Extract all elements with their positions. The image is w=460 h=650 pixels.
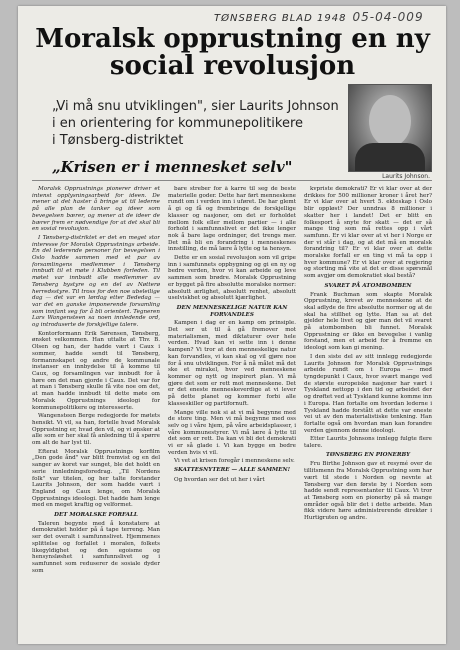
body-paragraph: bare streber for å karre til seg de beste materielle goder. Dette har ført menneskene rundt om i verden inn i uføret. De har glemt å gi og få og frembringe de forskjellige klasser og nasjoner, om det er forholdet mellom folk eller mellom partier — i alle forhold i samfunnslivet er det ikke lenger nok å bare lage ordninger, det trengs mer. Det må bli en forandring i menneskenes innstilling, de må lære å lytte og ta hensyn. bbox=[168, 186, 296, 253]
subheadline-line-3: i Tønsberg-distriktet bbox=[52, 133, 184, 148]
section-heading: SVARET PÅ ATOMBOMBEN bbox=[324, 282, 412, 289]
handwritten-annotation bbox=[214, 10, 424, 24]
date-stamp: 05-04-009 bbox=[352, 10, 424, 24]
body-paragraph: Og hvordan ser det ut her i vårt bbox=[174, 476, 265, 483]
portrait-shoulders bbox=[355, 143, 425, 171]
body-paragraph: Kontorformann Erik Sørensen, Tønsberg, ønsket velkommen. Han uttalte at Thv. B. Olsen og han, der hadde vært i Caux i sommer, hadde sendt til Tønsberg, formannskapet og andre de kommunale instanser en innbydelse til å komme til Caux, og forsamlingen var innbudt for å høre om det man gjorde i Caux. Det var for at man i Tønsberg skulle få vite noe om det, at man hadde innbudt til dette møte om Moralsk Opprustnings ideologi for kommunepolitikere og interesserte. bbox=[32, 330, 160, 411]
headline-line-2: social revolusjon bbox=[109, 51, 356, 81]
body-paragraph: Vi vet at krisen foregår i menneskene selv. bbox=[174, 458, 295, 465]
newspaper-clipping bbox=[18, 6, 446, 644]
body-paragraph: Kampen i dag er en kamp om prinsiple. Det ser ut til å gå fremover mot materialismen, med diktaturer over hele verden. Hvad kan vi sette inn i denne kampen? Vi tror at den menneskelige natur kan forvandles, vi kan skal og vil gjøre noe for å snu utviklingen. For å nå målet må det ske et mirakel, hvor ved menneskene kommer og nytt og inspirert plan. Vi må gjøre det som er rett mot menneskene. Det er det eneste menneskeverdige at vi lever på dette planet og kommer forbi alle klasseskiller og partifornuft. bbox=[168, 320, 296, 407]
portrait-photo bbox=[348, 84, 432, 172]
divider bbox=[32, 180, 432, 181]
photo-caption: Laurits Johnson. bbox=[382, 173, 430, 180]
section-heading: DEN MENNESKELIGE NATUR KAN FORVANDLES bbox=[176, 304, 288, 318]
body-paragraph: kvpriste demokrati? Er vi klar over at der drikkes for 500 millioner kroner i året her? Er vi klar over at hvert 5. ekteskap i Oslo blir oppløst? Der unndras 8 millioner i skatter her i landet! Det er blitt en folkesport å snyte for skatt — det er så mange ting som må rettes opp i vårt samfunn. Er vi klar over at vi her i Norge er der vi står i dag, og at det må en moralsk forandring til? Er vi klar over at dette moralske forfall er en ting vi må ta opp i hver kommune? Er vi klar over at regjering og storting må vite at det er disse spørsmål som avgjør om demokratiet skal bestå? bbox=[304, 186, 432, 280]
headline bbox=[30, 26, 435, 80]
headline-line-1: Moralsk opprustning en ny bbox=[35, 24, 430, 54]
body-paragraph: Dette er en sosial revolusjon som vil gripe inn i samfunnets oppbygning og gi en ny og bedre verden, hvor vi kan arbeide og leve sammen som brødre. Moralsk Opprustning er bygget på fire absolutte moralske normer: absolutt ærlighet, absolutt renhet, absolutt uselviskhet og absolutt kjærlighet. bbox=[168, 255, 296, 302]
body-paragraph: Wangensteen Berge redegjorde for møtets hensikt. Vi vil, sa han, fortelle hvad Moralsk Opprustning er, hvad den vil, og vi ønsker at alle som er her skal få anledning til å spørre om alt de har lyst til. bbox=[32, 413, 160, 447]
intro-paragraph: Moralsk Opprustnings pionerer driver et intenst opplysningsarbeid for ideen. De mener at det haster å bringe ut til lederne på alle plan de tanker og ideer som bevegelsen bærer, og mener at de ideer de bærer frem er nødvendige for at det skal bli en sosial revolusjon. bbox=[32, 186, 160, 233]
subheadline-line-1: „Vi må snu utviklingen", sier Laurits Johnson bbox=[52, 99, 339, 114]
body-paragraph: I den siste del av sitt innlegg redegjorde Laurits Johnson for Moralsk Opprustnings arbeide rundt om i Europa — med tyngdepunkt i Caux, hvor svært mange ved de største europeiske nasjoner har vært i Tyskland nettopp i den tid og arbeidet der og drøftet ved at Tyskland kunne komme inn i Europa. Han fortalte om hvordan lederne i Tyskland hadde forstått at dette var eneste vei ut av den materialistiske tenkning. Han fortalte også om hvordan man kan forandre verden gjennom denne ideologi. bbox=[304, 353, 432, 434]
section-heading: TØNSBERG EN PIONERBY bbox=[325, 451, 411, 458]
body-paragraph: Frank Buchman som skapte Moralsk Opprustning, krevet av menneskene at de skal adlyde de fire absolutte normer og at de skal ha stillhet og lytte. Han sa at det gjelder hele livet og gjør man det vil svaret på atombomben bli funnet. Moralsk Opprustning er ikke en bevegelse i vanlig forstand, men et arbeid for å fremme en ideologi som kan gi mening. bbox=[304, 291, 432, 352]
body-paragraph: Etter Laurits Johnsons innlegg fulgte flere talere. bbox=[304, 436, 432, 450]
subheadline bbox=[52, 98, 342, 149]
body-paragraph: Taleren begynte med å konstatere at demokratiet holder på å tape terreng. Man ser det overalt i samfunnslivet. Hjemmenes splittelse og forfallet i moralen, folkets likegyldighet og den egoisme og hensynsløshet i samfunnslivet og i samfunnet som reduserer de sosiale dyder som bbox=[32, 520, 160, 574]
section-heading: SKATTESNYTERE — ALLE SAMMEN! bbox=[173, 467, 291, 474]
intro-paragraph-2: I Tønsberg-distriktet er det en meget stor interesse for Moralsk Opprustnings arbeide. En del lederende personer for bevegelsen i Oslo hadde sammen med et par av forsamlingens medlemmer i Tønsberg innbudt til et møte i Klubben forleden. Til møtet var innbudt alle medlemmer av Tønsberg bystyre og en del av Nøtterø herredsstyre. Til tross for den noe ubeleilige dag — det var en lørdag etter Bededag — var det en ganske imponerende forsamling som innfant seg for å bli orientert. Tegneren Lars Wangensteen sa noen innledende ord, og introduserte de forskjellige talere. bbox=[32, 234, 160, 329]
article-column-2 bbox=[168, 186, 296, 638]
body-paragraph: Fru Birthe Johnson gav et resymé over de tillitsmenn fra Moralsk Opprustning som har vært til stede i Norden og nevnte at Tønsberg var den første by i Norden som hadde sendt representanter til Caux. Vi tror at Tønsberg som en pionerby på så mange områder også blir det i dette arbeide. Man fikk videre høre administrerende direktør i Hurtigruten og andre. bbox=[304, 461, 432, 522]
body-paragraph: Mange ville nok si at vi må begynne med de store ting. Men vi må begynne med oss selv og i våre hjem, på våre arbeidsplasser, i våre kommunestyrer. Vi må lære å lytte til det som er rett. Da kan vi bli det demokrati vi er så glade i. Vi kan bygge en bedre verden hvis vi vil. bbox=[168, 409, 296, 456]
section-heading: DET MORALSKE FORFALL bbox=[54, 512, 138, 519]
article-body bbox=[32, 186, 434, 638]
source-note: TØNSBERG BLAD 1948 bbox=[214, 13, 347, 24]
body-paragraph: Efterat Moralsk Opprustnings korfilm „Den gode ånd" var blitt fremvist og en del sanger av koret var sunget, ble det holdt en serie innledningsforedrag. „Til Nordens folk" var titelen, og her talte forstander Laurits Johnson, der som hadde vært i England og Caux lenge, om Moralsk Opprustnings ideologi. Det hadde ham lenge med en meget kraftig og velformet. bbox=[32, 448, 160, 509]
article-column-3 bbox=[304, 186, 432, 638]
article-column-1 bbox=[32, 186, 160, 638]
kicker-quote: „Krisen er i mennesket selv" bbox=[52, 158, 293, 176]
portrait-face bbox=[369, 95, 411, 147]
subheadline-line-2: i en orientering for kommunepolitikere bbox=[52, 116, 304, 131]
